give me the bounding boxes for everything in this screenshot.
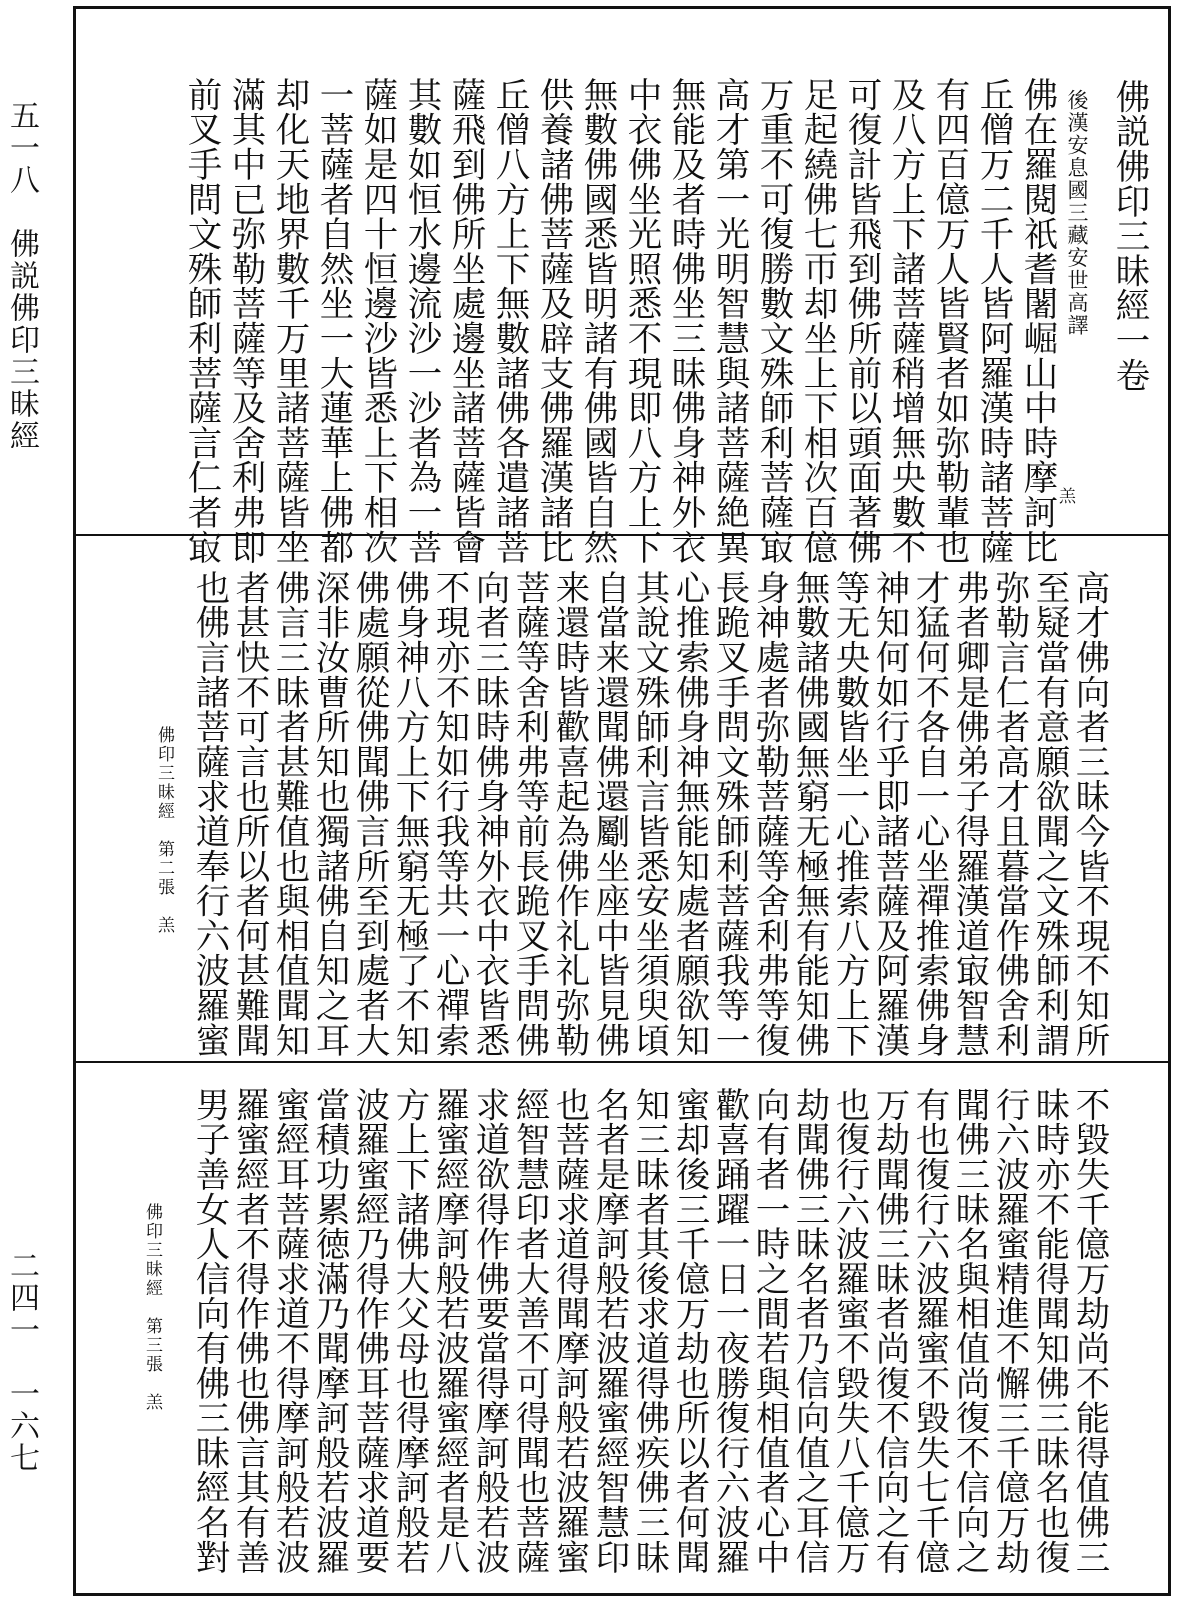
margin-page-number: 二四一 一六七 [4, 1250, 39, 1474]
text-column: 却化天地界數千万里諸菩薩皆坐 [269, 77, 309, 565]
text-column: 高才第一光明智慧與諸菩薩絶異 [709, 77, 749, 565]
text-column: 弗者卿是佛弟子得羅漢道㝡智慧 [949, 570, 989, 1058]
text-column: 歡喜踊躍一日一夜勝復行六波羅 [709, 1087, 749, 1575]
text-column: 有四百億万人皆賢者如弥勒輩也 [929, 77, 969, 565]
text-column: 心推索佛身神無能知處者願欲知 [669, 570, 709, 1058]
text-column: 来還時皆歡喜起為佛作礼礼弥勒 [549, 570, 589, 1058]
text-column: 向者三昧時佛身神外衣中衣皆悉 [469, 570, 509, 1058]
block-marker: 羔 [1055, 487, 1075, 505]
text-column: 供養諸佛菩薩及辟支佛羅漢諸比 [533, 77, 573, 565]
text-column: 菩薩等舍利弗等前長跪叉手問佛 [509, 570, 549, 1058]
page-marker: 佛印三昧經 第二張 羔 [154, 726, 174, 935]
text-column: 其數如恒水邊流沙一沙者為一菩 [401, 77, 441, 565]
text-column: 也佛言諸菩薩求道奉行六波羅蜜 [189, 570, 229, 1058]
text-column: 羅蜜經者不得作佛也佛言其有善 [229, 1087, 269, 1575]
text-column: 向有者一時之間若與相值者心中 [749, 1087, 789, 1575]
text-column: 長跪叉手問文殊師利菩薩我等一 [709, 570, 749, 1058]
text-column: 一菩薩者自然坐一大蓮華上佛都 [313, 77, 353, 565]
text-column: 薩如是四十恒邊沙皆悉上下相次 [357, 77, 397, 565]
text-column: 聞佛三昧名與相值尚復不信向之 [949, 1087, 989, 1575]
text-column: 無數諸佛國無窮无極無有能知佛 [789, 570, 829, 1058]
panel-1 [76, 9, 1168, 565]
text-column: 不現亦不知如行我等共一心禪索 [429, 570, 469, 1058]
text-column: 前叉手問文殊師利菩薩言仁者㝡 [181, 77, 221, 565]
text-column: 佛處願從佛聞佛言所至到處者大 [349, 570, 389, 1058]
text-column: 丘僧万二千人皆阿羅漢時諸菩薩 [973, 77, 1013, 565]
text-column: 蜜却後三千億万劫也所以者何聞 [669, 1087, 709, 1575]
page-frame [73, 6, 1171, 1596]
text-column: 有也復行六波羅蜜不毀失七千億 [909, 1087, 949, 1575]
text-column: 滿其中已弥勒菩薩等及舍利弗即 [225, 77, 265, 565]
text-column: 其說文殊師利言皆悉安坐須臾頃 [629, 570, 669, 1058]
text-column: 佛在羅閱祇耆闍崛山中時摩訶比 [1017, 77, 1057, 565]
text-column: 劫聞佛三昧名者乃信向值之耳信 [789, 1087, 829, 1575]
text-column: 深非汝曹所知也獨諸佛自知之耳 [309, 570, 349, 1058]
text-column: 男子善女人信向有佛三昧經名對 [189, 1087, 229, 1575]
panel-2 [76, 534, 1168, 1061]
text-column: 方上下諸佛大父母也得摩訶般若 [389, 1087, 429, 1575]
text-column: 知三昧者其後求道得佛疾佛三昧 [629, 1087, 669, 1575]
text-column: 自當来還聞佛還劚坐座中皆見佛 [589, 570, 629, 1058]
text-column: 薩飛到佛所坐處邊坐諸菩薩皆會 [445, 77, 485, 565]
text-column: 等无央數皆坐一心推索八方上下 [829, 570, 869, 1058]
text-column: 無數佛國悉皆明諸有佛國皆自然 [577, 77, 617, 565]
text-column: 及八方上下諸菩薩稍增無央數不 [885, 77, 925, 565]
text-column: 高才佛向者三昧今皆不現不知所 [1069, 570, 1109, 1058]
text-column: 万劫聞佛三昧者尚復不信向之有 [869, 1087, 909, 1575]
text-column: 不毀失千億万劫尚不能得值佛三 [1069, 1087, 1109, 1575]
text-column: 足起繞佛七帀却坐上下相次百億 [797, 77, 837, 565]
sutra-title: 佛説佛印三昧經一卷 [1109, 79, 1149, 393]
text-column: 經智慧印者大善不可得聞也菩薩 [509, 1087, 549, 1575]
text-column: 蜜經耳菩薩求道不得摩訶般若波 [269, 1087, 309, 1575]
margin-volume-title: 五一八 佛説佛印三昧經 [4, 100, 39, 452]
text-column: 行六波羅蜜精進不懈三千億万劫 [989, 1087, 1029, 1575]
text-column: 才猛何不各自一心坐禪推索佛身 [909, 570, 949, 1058]
text-column: 佛身神八方上下無窮无極了不知 [389, 570, 429, 1058]
text-column: 身神處者弥勒菩薩等舍利弗等復 [749, 570, 789, 1058]
text-column: 無能及者時佛坐三昧佛身神外衣 [665, 77, 705, 565]
translator-line: 後漢安息國三藏安世高譯 [1065, 89, 1089, 337]
panel-3 [76, 1061, 1168, 1593]
text-column: 丘僧八方上下無數諸佛各遣諸菩 [489, 77, 529, 565]
text-column: 中衣佛坐光照悉不現即八方上下 [621, 77, 661, 565]
text-column: 羅蜜經摩訶般若波羅蜜經者是八 [429, 1087, 469, 1575]
text-column: 佛言三昧者甚難值也與相值聞知 [269, 570, 309, 1058]
text-column: 也復行六波羅蜜不毀失八千億万 [829, 1087, 869, 1575]
text-column: 弥勒言仁者高才且暮當作佛舍利 [989, 570, 1029, 1058]
text-column: 至疑當有意願欲聞之文殊師利謂 [1029, 570, 1069, 1058]
text-column: 也菩薩求道得聞摩訶般若波羅蜜 [549, 1087, 589, 1575]
text-column: 當積功累徳滿乃聞摩訶般若波羅 [309, 1087, 349, 1575]
text-column: 万重不可復勝數文殊師利菩薩㝡 [753, 77, 793, 565]
text-column: 波羅蜜經乃得作佛耳菩薩求道要 [349, 1087, 389, 1575]
text-column: 可復計皆飛到佛所前以頭面著佛 [841, 77, 881, 565]
page-marker: 佛印三昧經 第三張 羔 [142, 1203, 162, 1412]
text-column: 昧時亦不能得聞知佛三昧名也復 [1029, 1087, 1069, 1575]
text-column: 者甚快不可言也所以者何甚難聞 [229, 570, 269, 1058]
text-column: 神知何如行乎即諸菩薩及阿羅漢 [869, 570, 909, 1058]
text-column: 名者是摩訶般若波羅蜜經智慧印 [589, 1087, 629, 1575]
text-column: 求道欲得作佛要當得摩訶般若波 [469, 1087, 509, 1575]
